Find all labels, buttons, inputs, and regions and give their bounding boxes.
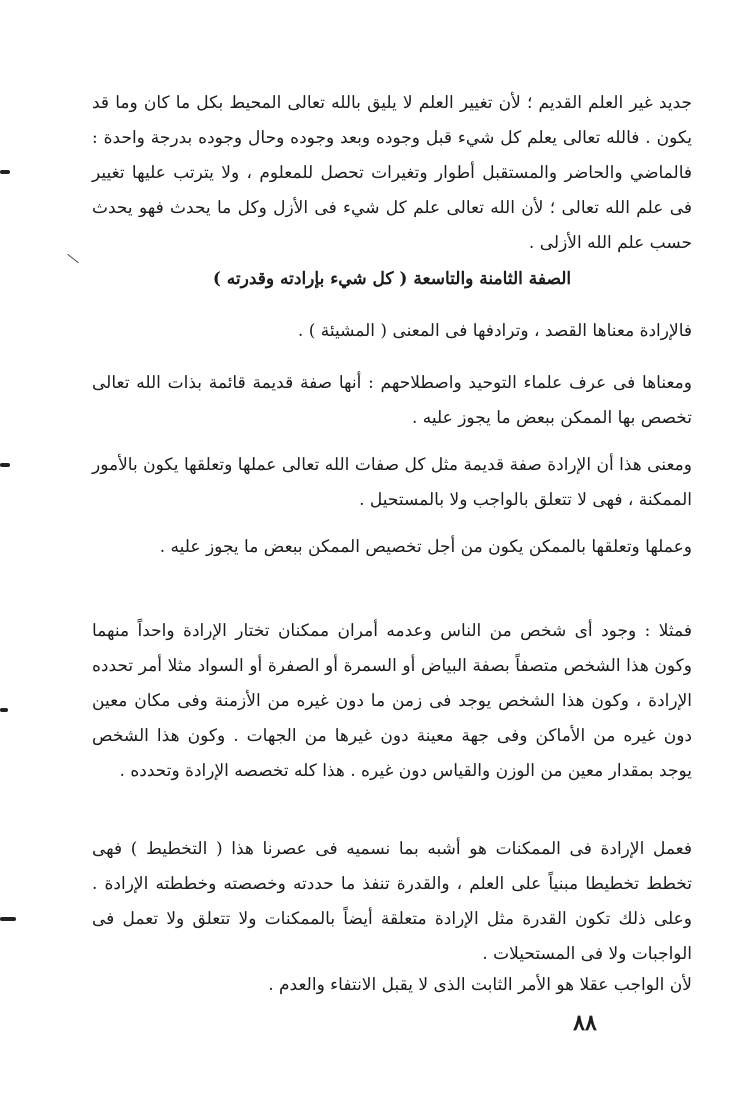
scan-edge-mark xyxy=(0,917,16,921)
section-heading: الصفة الثامنة والتاسعة ( كل شيء بإرادته وقدرته ) xyxy=(212,269,572,289)
paragraph-will-meaning: ومعنى هذا أن الإرادة صفة قديمة مثل كل صفات الله تعالى عملها وتعلقها يكون بالأمور الممكنة ، فهى لا تتعلق بالواجب ولا بالمستحيل . xyxy=(92,455,692,510)
paragraph-example: فمثلا : وجود أى شخص من الناس وعدمه أمران ممكنان تختار الإرادة واحداً منهما وكون هذا الشخص متصفاً بصفة البياض أو السمرة أو الصفرة أو السواد مثلا أمر تحدده الإرادة ، وكون هذا الشخص يوجد فى زمن ما دون غيره من الأزمنة وفى مكان معين دون غيره من الأماكن وفى جهة معينة دون غيرها من الجهات . وكون هذا الشخص يوجد بمقدار معين من الوزن والقياس دون غيره . هذا كله تخصصه الإرادة وتحدده . xyxy=(92,621,692,781)
paragraph-planning: فعمل الإرادة فى الممكنات هو أشبه بما نسميه فى عصرنا هذا ( التخطيط ) فهى تخطط تخطيطا مبنياً على العلم ، والقدرة تنفذ ما حددته وخصصته وخططته الإرادة . وعلى ذلك تكون القدرة مثل الإرادة متعلقة أيضاً بالممكنات ولا تتعلق ولا تعمل فى الواجبات ولا فى المستحيلات . xyxy=(92,839,692,964)
scan-edge-mark xyxy=(0,708,8,712)
scan-edge-mark xyxy=(0,170,10,174)
paragraph-necessary: لأن الواجب عقلا هو الأمر الثابت الذى لا يقبل الانتفاء والعدم . xyxy=(268,975,692,995)
page-number: ٨٨ xyxy=(573,1010,597,1036)
scan-stray-mark xyxy=(67,254,79,263)
paragraph-will-function: وعملها وتعلقها بالممكن يكون من أجل تخصيص الممكن ببعض ما يجوز عليه . xyxy=(159,537,692,557)
paragraph-will-definition: فالإرادة معناها القصد ، وترادفها فى المعنى ( المشيئة ) . xyxy=(297,321,692,341)
paragraph-will-terminology: ومعناها فى عرف علماء التوحيد واصطلاحهم : أنها صفة قديمة قائمة بذات الله تعالى تخصص بها الممكن ببعض ما يجوز عليه . xyxy=(92,373,692,428)
paragraph-knowledge-continuation: جديد غير العلم القديم ؛ لأن تغيير العلم لا يليق بالله تعالى المحيط بكل ما كان وما قد يكون . فالله تعالى يعلم كل شيء قبل وجوده وبعد وجوده وحال وجوده بدرجة واحدة : فالماضي والحاضر والمستقبل أطوار وتغيرات تحصل للمعلوم ، ولا يترتب عليها تغيير فى علم الله تعالى ؛ لأن الله تعالى علم كل شيء فى الأزل وكل ما يحدث فهو يحدث حسب علم الله الأزلى . xyxy=(92,93,692,253)
scan-edge-mark xyxy=(0,463,10,467)
